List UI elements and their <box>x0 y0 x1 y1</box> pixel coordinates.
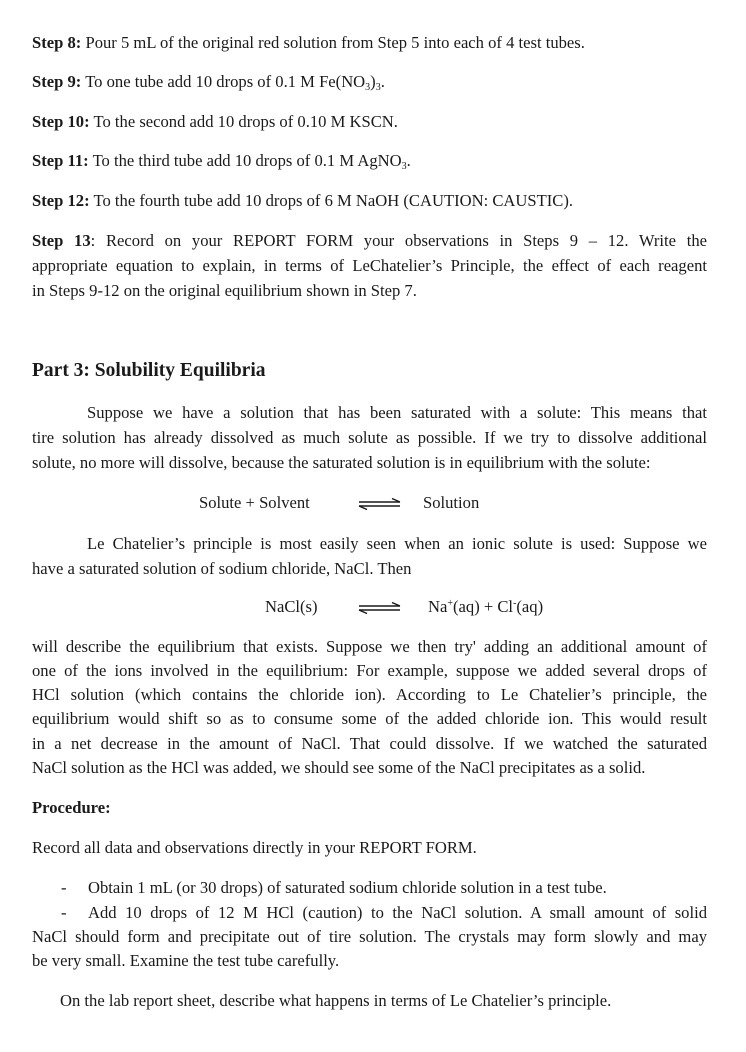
step-text-part: . <box>380 72 385 91</box>
step-13-line-3: in Steps 9-12 on the original equilibrium shown in Step 7. <box>32 281 417 300</box>
paragraph-3-line-4: equilibrium would shift so as to consume some of the added chloride ion. This would result <box>32 709 707 728</box>
step-8 <box>32 31 585 56</box>
paragraph-2-line-1: Le Chatelier’s principle is most easily seen when an ionic solute is used: Suppose we <box>87 534 707 553</box>
paragraph-3-line-2: one of the ions involved in the equilibrium: For example, suppose we added several drops of <box>32 661 707 680</box>
step-text-part: ) <box>370 72 376 91</box>
step-9 <box>32 70 385 95</box>
step-text-part: . <box>406 151 411 170</box>
equation-term: (aq) + Cl <box>453 597 514 616</box>
step-11 <box>32 149 411 174</box>
equation-2-left: NaCl(s) <box>265 597 318 616</box>
paragraph-3-line-1: will describe the equilibrium that exists. Suppose we then try' adding an additional amount of <box>32 637 707 656</box>
paragraph-1-line-3: solute, no more will dissolve, because the saturated solution is in equilibrium with the solute: <box>32 453 651 472</box>
paragraph-3-line-5: in a net decrease in the amount of NaCl. That could dissolve. If we watched the saturated <box>32 734 707 753</box>
procedure-bullet-1: Obtain 1 mL (or 30 drops) of saturated sodium chloride solution in a test tube. <box>88 878 607 897</box>
paragraph-1-line-2: tire solution has already dissolved as much solute as possible. If we try to dissolve additional <box>32 428 707 447</box>
subscript: 3 <box>401 161 407 172</box>
procedure-bullet-2-line-3: be very small. Examine the test tube carefully. <box>32 951 340 970</box>
step-13-line-1 <box>32 229 707 254</box>
section-heading: Part 3: Solubility Equilibria <box>32 360 266 381</box>
step-text: : Record on your REPORT FORM your observations in Steps 9 – 12. Write the <box>90 231 707 250</box>
procedure-closing: On the lab report sheet, describe what happens in terms of Le Chatelier’s principle. <box>60 991 612 1010</box>
superscript: - <box>513 598 517 609</box>
step-text: To one tube add 10 drops of 0.1 M Fe(NO <box>85 72 366 91</box>
step-label: Step 11: <box>32 151 89 170</box>
equation-2-right <box>428 595 543 620</box>
step-label: Step 9: <box>32 72 82 91</box>
superscript: + <box>447 598 453 609</box>
step-text: Pour 5 mL of the original red solution from Step 5 into each of 4 test tubes. <box>85 33 585 52</box>
step-10 <box>32 110 398 135</box>
subscript: 3 <box>365 82 371 93</box>
paragraph-1-line-1: Suppose we have a solution that has been saturated with a solute: This means that <box>87 403 707 422</box>
procedure-intro: Record all data and observations directly in your REPORT FORM. <box>32 838 477 857</box>
procedure-bullet-2-line-2: NaCl should form and precipitate out of tire solution. The crystals may form slowly and may <box>32 927 707 946</box>
step-text: To the third tube add 10 drops of 0.1 M AgNO <box>92 151 402 170</box>
paragraph-2-line-2: have a saturated solution of sodium chloride, NaCl. Then <box>32 559 412 578</box>
step-12 <box>32 189 573 214</box>
equation-1-left: Solute + Solvent <box>199 493 310 512</box>
equation-term: (aq) <box>516 597 544 616</box>
procedure-heading: Procedure: <box>32 798 111 817</box>
step-text: To the second add 10 drops of 0.10 M KSCN. <box>93 112 398 131</box>
step-label: Step 10: <box>32 112 90 131</box>
step-13-line-2: appropriate equation to explain, in terms of LeChatelier’s Principle, the effect of each reagent <box>32 256 707 275</box>
paragraph-3-line-6: NaCl solution as the HCl was added, we should see some of the NaCl precipitates as a solid. <box>32 758 646 777</box>
equilibrium-arrows-icon <box>357 498 403 510</box>
step-label: Step 8: <box>32 33 82 52</box>
bullet-marker: - <box>61 878 67 897</box>
step-text: To the fourth tube add 10 drops of 6 M NaOH (CAUTION: CAUSTIC). <box>93 191 574 210</box>
equation-1-right: Solution <box>423 493 480 512</box>
step-label: Step 12: <box>32 191 90 210</box>
bullet-marker: - <box>61 903 67 922</box>
subscript: 3 <box>375 82 381 93</box>
paragraph-3-line-3: HCl solution (which contains the chloride ion). According to Le Chatelier’s principle, the <box>32 685 707 704</box>
procedure-bullet-2-line-1: Add 10 drops of 12 M HCl (caution) to the NaCl solution. A small amount of solid <box>88 903 707 922</box>
step-label: Step 13 <box>32 231 91 250</box>
equation-term: Na <box>428 597 448 616</box>
equilibrium-arrows-icon <box>357 602 403 614</box>
